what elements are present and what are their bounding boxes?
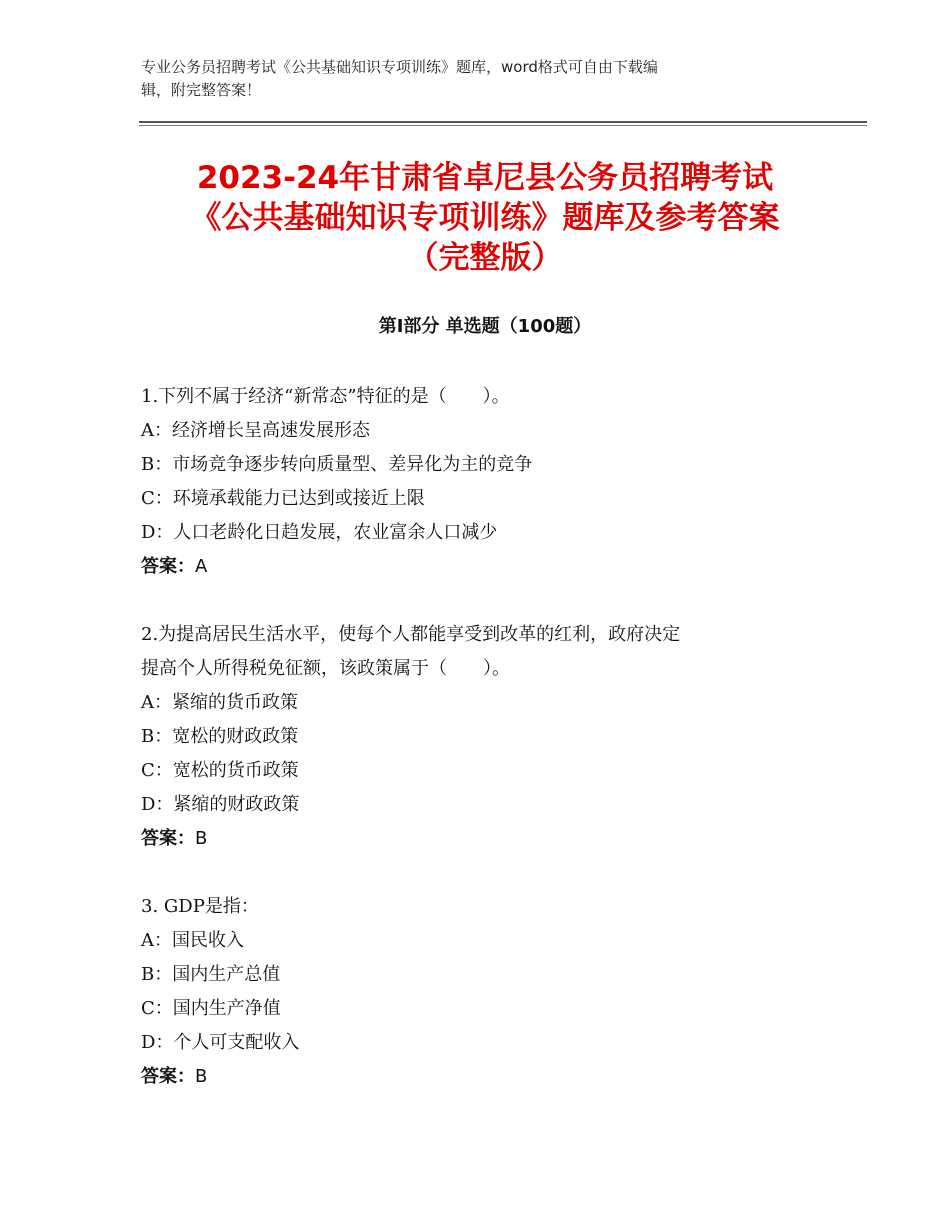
document-title bbox=[100, 158, 870, 278]
answer-value: B bbox=[195, 828, 208, 849]
answer-label: 答案： bbox=[141, 556, 195, 577]
option-d: D：人口老龄化日趋发展，农业富余人口减少 bbox=[141, 522, 498, 543]
answer-line bbox=[141, 822, 821, 856]
option-b: B：市场竞争逐步转向质量型、差异化为主的竞争 bbox=[141, 454, 533, 475]
option-a: A：国民收入 bbox=[141, 930, 244, 951]
header-divider-thick bbox=[139, 121, 867, 123]
title-line-1: 2023-24年甘肃省卓尼县公务员招聘考试 bbox=[196, 160, 774, 196]
answer-value: A bbox=[195, 556, 208, 577]
answer-label: 答案： bbox=[141, 1066, 195, 1087]
header-note-line-1: 专业公务员招聘考试《公共基础知识专项训练》题库，word格式可自由下载编 bbox=[141, 58, 658, 76]
answer-line bbox=[141, 1060, 821, 1094]
answer-value: B bbox=[195, 1066, 208, 1087]
option-b: B：国内生产总值 bbox=[141, 964, 281, 985]
title-line-3: （完整版） bbox=[407, 240, 563, 276]
header-note-line-2: 辑，附完整答案！ bbox=[141, 81, 262, 99]
question-stem: 1.下列不属于经济“新常态”特征的是（ ）。 bbox=[141, 386, 510, 407]
answer-line bbox=[141, 550, 821, 584]
question-list bbox=[141, 380, 821, 1128]
title-line-2: 《公共基础知识专项训练》题库及参考答案 bbox=[190, 200, 780, 236]
option-c: C：国内生产净值 bbox=[141, 998, 281, 1019]
header-note bbox=[141, 56, 801, 102]
option-b: B：宽松的财政政策 bbox=[141, 726, 299, 747]
question-stem-line-2: 提高个人所得税免征额，该政策属于（ ）。 bbox=[141, 658, 510, 679]
answer-label: 答案： bbox=[141, 828, 195, 849]
question-1 bbox=[141, 380, 821, 584]
option-a: A：紧缩的货币政策 bbox=[141, 692, 298, 713]
option-d: D：紧缩的财政政策 bbox=[141, 794, 300, 815]
option-c: C：环境承载能力已达到或接近上限 bbox=[141, 488, 425, 509]
question-stem-line-1: 2.为提高居民生活水平，使每个人都能享受到改革的红利，政府决定 bbox=[141, 624, 681, 645]
section-heading: 第Ⅰ部分 单选题（100题） bbox=[378, 316, 592, 337]
header-divider-thin bbox=[139, 125, 867, 126]
question-2 bbox=[141, 618, 821, 856]
option-d: D：个人可支配收入 bbox=[141, 1032, 300, 1053]
question-3 bbox=[141, 890, 821, 1094]
question-stem: 3. GDP是指： bbox=[141, 896, 259, 917]
option-c: C：宽松的货币政策 bbox=[141, 760, 299, 781]
option-a: A：经济增长呈高速发展形态 bbox=[141, 420, 370, 441]
